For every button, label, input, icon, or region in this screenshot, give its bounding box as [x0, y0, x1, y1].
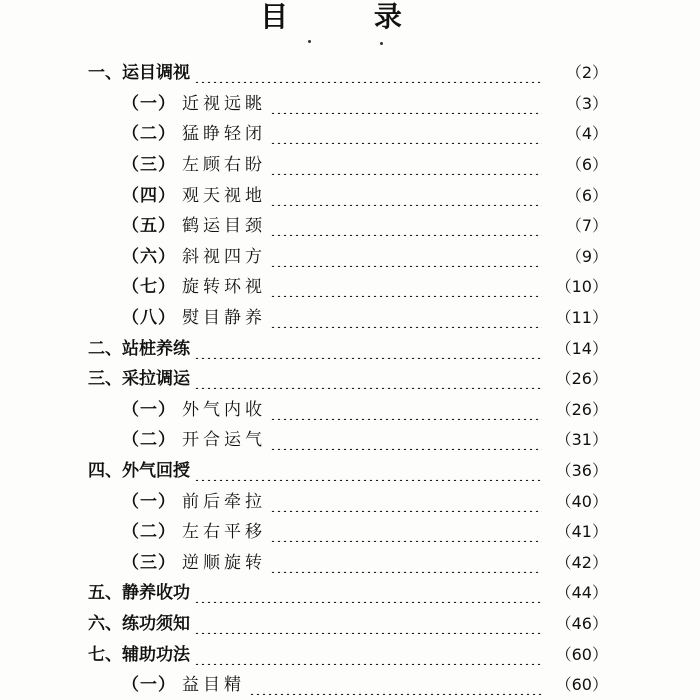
- toc-page-number: （11）: [555, 308, 608, 328]
- dot-leader: [270, 277, 542, 297]
- dot-leader: [194, 369, 542, 389]
- toc-entry-title: 辅助功法: [122, 644, 190, 665]
- toc-page-number: （60）: [555, 644, 608, 664]
- toc-entry-title: 旋转环视: [182, 277, 266, 298]
- dot-leader: [270, 430, 542, 450]
- toc-page-number: （36）: [555, 461, 608, 481]
- toc-entry-number: （七）: [122, 277, 176, 298]
- toc-section-row: [0, 486, 700, 517]
- toc-entry-title: 外气内收: [182, 399, 266, 420]
- toc-chapter-row: [0, 639, 700, 670]
- toc-page-number: （44）: [555, 583, 608, 603]
- toc-entry-title: 左顾右盼: [182, 155, 266, 176]
- dot-leader: [270, 492, 542, 512]
- toc-entry-number: （八）: [122, 308, 176, 329]
- dot-leader: [194, 461, 542, 481]
- toc-page-number: （60）: [555, 675, 608, 695]
- toc-page-number: （41）: [555, 522, 608, 542]
- toc-entry-title: 逆顺旋转: [182, 552, 266, 573]
- dot-leader: [270, 308, 542, 328]
- toc-section-row: [0, 425, 700, 456]
- toc-entry-number: （四）: [122, 185, 176, 206]
- toc-entry-number: 三、: [88, 369, 122, 390]
- toc-entry-number: （一）: [122, 491, 176, 512]
- toc-entry-number: （六）: [122, 246, 176, 267]
- dot-leader: [249, 675, 542, 695]
- toc-entry-number: （一）: [122, 93, 176, 114]
- dot-leader: [270, 216, 542, 236]
- toc-entry-title: 采拉调运: [122, 369, 190, 390]
- toc-entry-title: 外气回授: [122, 461, 190, 482]
- toc-chapter-row: [0, 456, 700, 487]
- toc-entry-number: （三）: [122, 552, 176, 573]
- dot-leader: [194, 583, 542, 603]
- dot-leader: [194, 63, 542, 83]
- toc-entry-title: 前后牵拉: [182, 491, 266, 512]
- dot-leader: [194, 339, 542, 359]
- toc-entry-number: （二）: [122, 522, 176, 543]
- toc-page-number: （26）: [555, 369, 608, 389]
- toc-entry-title: 益目精: [182, 675, 245, 696]
- dot-leader: [270, 94, 542, 114]
- table-of-contents: [0, 58, 700, 700]
- toc-entry-number: 七、: [88, 644, 122, 665]
- toc-page-number: （40）: [555, 491, 608, 511]
- toc-section-row: [0, 395, 700, 426]
- dot-leader: [270, 522, 542, 542]
- toc-page-number: （3）: [565, 93, 608, 113]
- dot-leader: [194, 614, 542, 634]
- toc-page-number: （31）: [555, 430, 608, 450]
- toc-entry-number: （一）: [122, 675, 176, 696]
- toc-section-row: [0, 150, 700, 181]
- toc-entry-title: 开合运气: [182, 430, 266, 451]
- toc-chapter-row: [0, 333, 700, 364]
- toc-entry-title: 猛睁轻闭: [182, 124, 266, 145]
- toc-chapter-row: [0, 578, 700, 609]
- toc-entry-number: （五）: [122, 216, 176, 237]
- toc-entry-title: 熨目静养: [182, 308, 266, 329]
- toc-section-row: [0, 548, 700, 579]
- toc-page-number: （14）: [555, 338, 608, 358]
- toc-entry-number: 四、: [88, 461, 122, 482]
- dot-leader: [270, 155, 542, 175]
- toc-section-row: [0, 517, 700, 548]
- toc-page-number: （42）: [555, 552, 608, 572]
- toc-entry-number: 一、: [88, 63, 122, 84]
- print-speck: [308, 40, 311, 43]
- dot-leader: [270, 553, 542, 573]
- toc-chapter-row: [0, 364, 700, 395]
- toc-section-row: [0, 211, 700, 242]
- toc-entry-title: 静养收功: [122, 583, 190, 604]
- page-title: 目 录: [260, 0, 440, 33]
- toc-page-number: （10）: [555, 277, 608, 297]
- dot-leader: [194, 645, 542, 665]
- toc-entry-number: （二）: [122, 430, 176, 451]
- dot-leader: [270, 400, 542, 420]
- toc-page-number: （46）: [555, 613, 608, 633]
- toc-page-number: （6）: [565, 155, 608, 175]
- toc-section-row: [0, 272, 700, 303]
- toc-entry-number: 二、: [88, 338, 122, 359]
- toc-page-number: （2）: [565, 63, 608, 83]
- toc-entry-title: 观天视地: [182, 185, 266, 206]
- toc-entry-title: 近视远眺: [182, 93, 266, 114]
- toc-page-number: （6）: [565, 185, 608, 205]
- dot-leader: [270, 124, 542, 144]
- print-speck: [380, 42, 383, 45]
- toc-page-number: （4）: [565, 124, 608, 144]
- toc-entry-title: 运目调视: [122, 63, 190, 84]
- toc-section-row: [0, 180, 700, 211]
- toc-chapter-row: [0, 58, 700, 89]
- toc-entry-number: 六、: [88, 613, 122, 634]
- toc-section-row: [0, 242, 700, 273]
- toc-entry-number: （三）: [122, 155, 176, 176]
- toc-section-row: [0, 303, 700, 334]
- toc-entry-title: 练功须知: [122, 613, 190, 634]
- toc-entry-title: 左右平移: [182, 522, 266, 543]
- toc-entry-number: （一）: [122, 399, 176, 420]
- toc-page-number: （9）: [565, 246, 608, 266]
- toc-entry-number: （二）: [122, 124, 176, 145]
- dot-leader: [270, 247, 542, 267]
- toc-chapter-row: [0, 609, 700, 640]
- toc-entry-title: 站桩养练: [122, 338, 190, 359]
- toc-entry-title: 鹤运目颈: [182, 216, 266, 237]
- toc-entry-number: 五、: [88, 583, 122, 604]
- toc-page-number: （7）: [565, 216, 608, 236]
- toc-section-row: [0, 89, 700, 120]
- toc-section-row: [0, 670, 700, 700]
- toc-entry-title: 斜视四方: [182, 246, 266, 267]
- toc-section-row: [0, 119, 700, 150]
- toc-page-number: （26）: [555, 399, 608, 419]
- dot-leader: [270, 186, 542, 206]
